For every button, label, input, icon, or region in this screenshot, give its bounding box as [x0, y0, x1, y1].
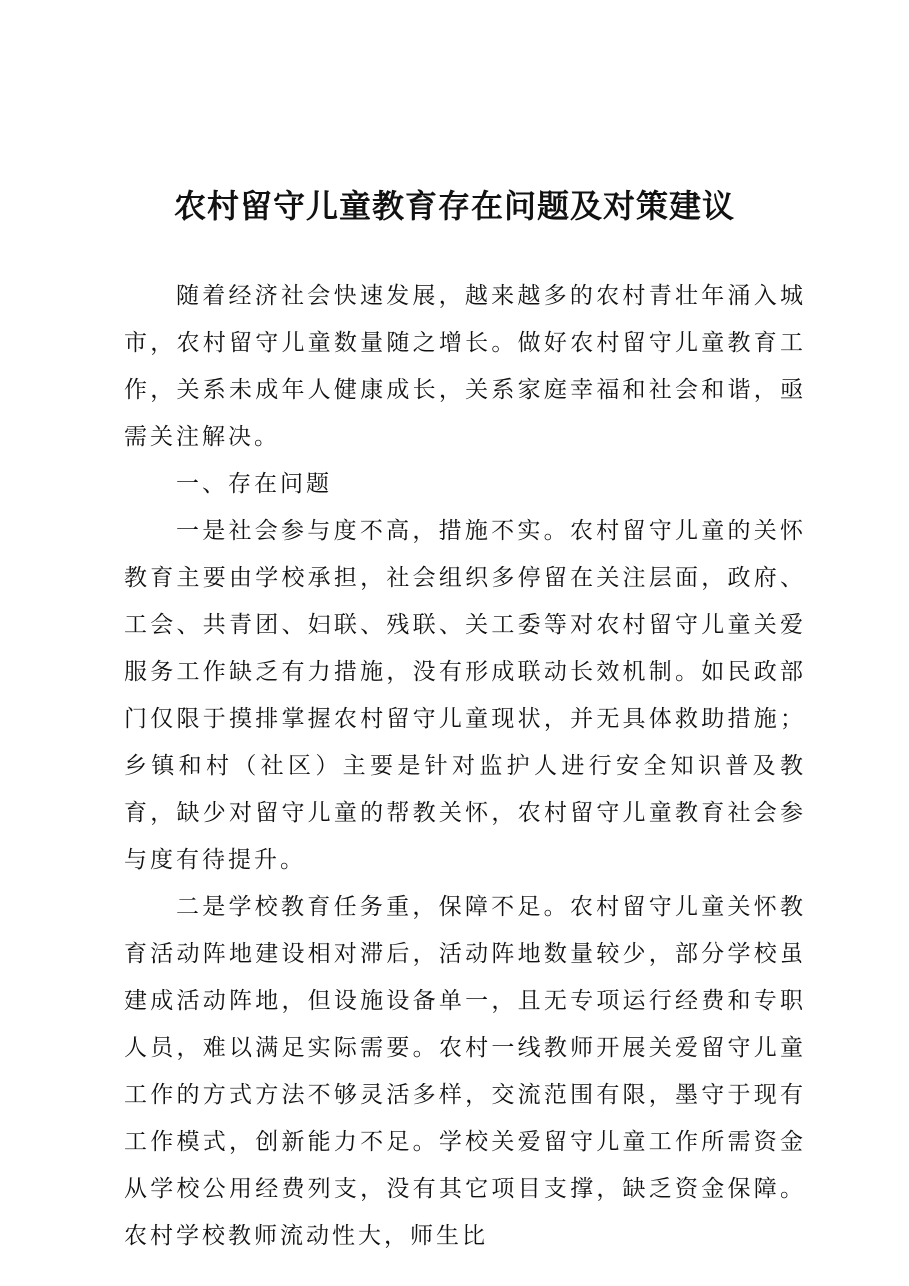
paragraph-problem-2: 二是学校教育任务重，保障不足。农村留守儿童关怀教育活动阵地建设相对滞后，活动阵地数量较少，部分学校虽建成活动阵地，但设施设备单一，且无专项运行经费和专职人员，难以满足实际需要。农村一线教师开展关爱留守儿童工作的方式方法不够灵活多样，交流范围有限，墨守于现有工作模式，创新能力不足。学校关爱留守儿童工作所需资金从学校公用经费列支，没有其它项目支撑，缺乏资金保障。农村学校教师流动性大，师生比 [124, 894, 806, 1249]
paragraph-problem-1: 一是社会参与度不高，措施不实。农村留守儿童的关怀教育主要由学校承担，社会组织多停留在关注层面，政府、工会、共青团、妇联、残联、关工委等对农村留守儿童关爱服务工作缺乏有力措施，没有形成联动长效机制。如民政部门仅限于摸排掌握农村留守儿童现状，并无具体救助措施；乡镇和村（社区）主要是针对监护人进行安全知识普及教育，缺少对留守儿童的帮教关怀，农村留守儿童教育社会参与度有待提升。 [124, 518, 806, 873]
paragraph-intro: 随着经济社会快速发展，越来越多的农村青壮年涌入城市，农村留守儿童数量随之增长。做好农村留守儿童教育工作，关系未成年人健康成长，关系家庭幸福和社会和谐，亟需关注解决。 [124, 283, 806, 450]
document-body [124, 273, 806, 1260]
section-heading-problems: 一、存在问题 [176, 471, 332, 497]
document-title: 农村留守儿童教育存在问题及对策建议 [173, 187, 735, 225]
